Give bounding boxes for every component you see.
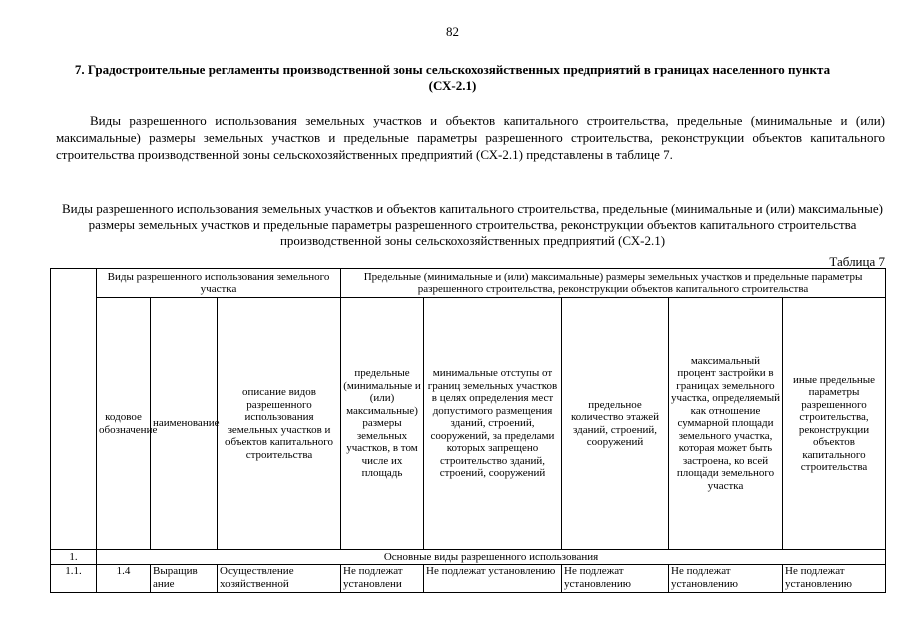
row-other: Не подлежат установлению xyxy=(783,565,886,593)
column-header-code: кодовое обозначение xyxy=(97,298,151,550)
column-header-setback: минимальные отступы от границ земельных участков в целях определения мест допустимого размещения зданий, строений, сооружений, за пределами которых запрещено строительство зданий, строений, сооружений xyxy=(424,298,562,550)
row-name: Выращив ание xyxy=(151,565,218,593)
intro-paragraph: Виды разрешенного использования земельных участков и объектов капитального строительства, предельные (минимальные и (или) максимальные) размеры земельных участков и предельные параметры разрешенного строительства, реконструкции объектов капитального строительства производственной зоны сельскохозяйственных предприятий (СХ-2.1) представлены в таблице 7. xyxy=(56,113,885,162)
column-header-name: наименование xyxy=(151,298,218,550)
table-caption: Виды разрешенного использования земельных участков и объектов капитального строительства, предельные (минимальные и (или) максимальные) размеры земельных участков и предельные параметры разрешенного строительства, реконструкции объектов капитального строительства производственной зоны сельскохозяйственных предприятий (СХ-2.1) xyxy=(62,201,883,248)
table-label: Таблица 7 xyxy=(829,254,885,269)
group-header-permitted-use: Виды разрешенного использования земельного участка xyxy=(97,269,341,298)
row-coverage: Не подлежат установлению xyxy=(669,565,783,593)
column-header-floors: предельное количество этажей зданий, строений, сооружений xyxy=(562,298,669,550)
section-title-cell: Основные виды разрешенного использования xyxy=(97,550,886,565)
group-header-limits: Предельные (минимальные и (или) максимальные) размеры земельных участков и предельные параметры разрешенного строительства, реконструкции объектов капитального строительства xyxy=(341,269,886,298)
row-setback: Не подлежат установлению xyxy=(424,565,562,593)
column-header-coverage: максимальный процент застройки в границах земельного участка, определяемый как отношение суммарной площади земельного участка, которая может быть застроена, ко всей площади земельного участка xyxy=(669,298,783,550)
row-number-header xyxy=(51,269,97,550)
page-number: 82 xyxy=(446,24,459,39)
table-row xyxy=(51,565,886,593)
column-header-plot-size: предельные (минимальные и (или) максимальные) размеры земельных участков, в том числе их площадь xyxy=(341,298,424,550)
section-title: 7. Градостроительные регламенты производственной зоны сельскохозяйственных предприятий в границах населенного пункта (СХ-2.1) xyxy=(74,62,831,93)
row-plot-size: Не подлежат установлени xyxy=(341,565,424,593)
column-header-description: описание видов разрешенного использования земельных участков и объектов капитального строительства xyxy=(218,298,341,550)
row-description: Осуществление хозяйственной xyxy=(218,565,341,593)
row-floors: Не подлежат установлению xyxy=(562,565,669,593)
row-number: 1.1. xyxy=(51,565,97,593)
regulations-table xyxy=(50,268,886,593)
section-number: 1. xyxy=(51,550,97,565)
column-header-other: иные предельные параметры разрешенного строительства, реконструкции объектов капитального строительства xyxy=(783,298,886,550)
row-code: 1.4 xyxy=(97,565,151,593)
